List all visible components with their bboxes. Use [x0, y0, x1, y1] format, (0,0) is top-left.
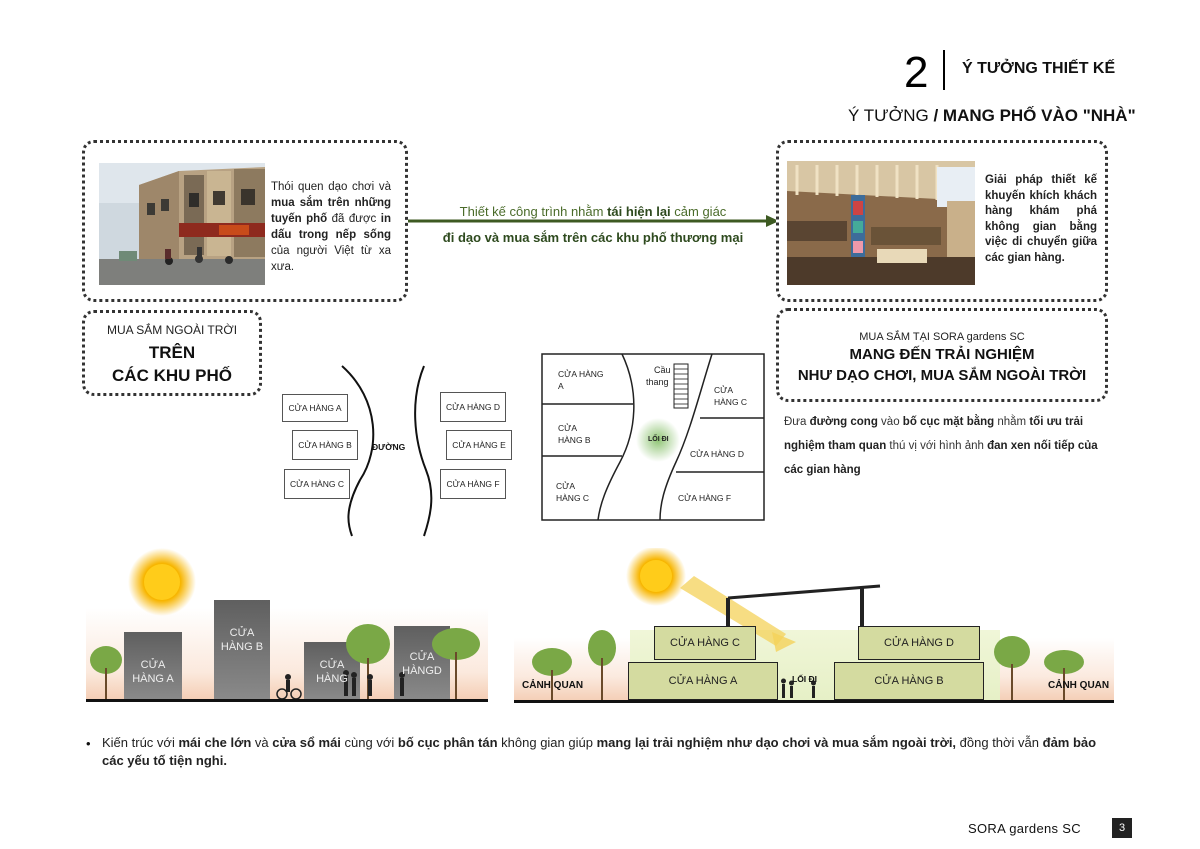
- street-shop-b: CỬA HÀNG B: [292, 430, 358, 460]
- label-small: MUA SẮM TẠI SORA gardens SC: [859, 331, 1025, 343]
- project-name: SORA gardens SC: [968, 821, 1081, 836]
- sora-text: Giải pháp thiết kế khuyến khích khách hàng khám phá không gian bằng việc di chuyển giữa các gian hàng.: [985, 174, 1097, 264]
- section-number: 2: [904, 48, 929, 97]
- section-shop-a: CỬA HÀNG A: [132, 659, 174, 685]
- page-number: 3: [1112, 818, 1132, 838]
- plan-shop-f: CỬA HÀNG F: [678, 493, 732, 503]
- mall-interior-photo: [787, 161, 975, 285]
- label-big-line2: NHƯ DẠO CHƠI, MUA SẮM NGOÀI TRỜI: [797, 367, 1087, 384]
- street-shop-d: CỬA HÀNG D: [440, 392, 506, 422]
- plan-stair: Cầu thang: [646, 365, 671, 387]
- arrow-line: [408, 214, 780, 228]
- street-shop-e: CỬA HÀNG E: [446, 430, 512, 460]
- street-shop-c: CỬA HÀNG C: [284, 469, 350, 499]
- arrow-text-line1: Thiết kế công trình nhằm tái hiện lại cảm giác: [459, 204, 727, 219]
- mall-shop-b: CỬA HÀNG B: [834, 662, 984, 700]
- arrow-text-line2: đi dạo và mua sắm trên các khu phố thương mại: [442, 230, 744, 245]
- label-big-line1: TRÊN: [148, 343, 196, 362]
- page-subtitle: [848, 106, 1136, 126]
- label-big-line1: MANG ĐẾN TRẢI NGHIỆM: [849, 346, 1035, 363]
- landscape-label-right: CẢNH QUAN: [1048, 680, 1110, 691]
- outdoor-shopping-label: [82, 310, 262, 396]
- mall-section-illustration: [514, 548, 1114, 712]
- plan-description: Đưa đường cong vào bố cục mặt bằng nhằm tối ưu trải nghiệm tham quan thú vị với hình ảnh đan xen nối tiếp của các gian hàng: [784, 416, 1098, 476]
- old-quarter-text: Thói quen dạo chơi và mua sắm trên những tuyến phố đã được in dấu trong nếp sống của người Việt từ xa xưa.: [271, 181, 391, 273]
- section-divider: [943, 50, 945, 90]
- sora-experience-label: [776, 308, 1108, 402]
- plan-shop-c-right: CỬA HÀNG C: [714, 385, 748, 407]
- plan-shop-a: CỬA HÀNG A: [558, 369, 604, 391]
- road-label: ĐƯỜNG: [372, 442, 406, 452]
- mall-shop-c: CỬA HÀNG C: [654, 626, 756, 660]
- plan-walkway: LỐI ĐI: [648, 436, 669, 443]
- plan-shop-b: CỬA HÀNG B: [558, 423, 591, 445]
- mall-walkway-label: LỐI ĐI: [792, 674, 818, 684]
- mall-shop-d: CỬA HÀNG D: [858, 626, 980, 660]
- subtitle-separator: /: [928, 106, 943, 125]
- label-small: MUA SẮM NGOÀI TRỜI: [106, 323, 238, 337]
- subtitle-prefix: Ý TƯỞNG: [848, 106, 929, 125]
- conclusion-text: Kiến trúc với mái che lớn và cửa sổ mái cùng với bố cục phân tán không gian giúp mang lại trải nghiệm như dạo chơi và mua sắm ngoài trời, đồng thời vẫn đảm bảo các yếu tố tiện nghi.: [102, 735, 1097, 768]
- subtitle-main: MANG PHỐ VÀO "NHÀ": [942, 106, 1136, 125]
- label-big-line2: CÁC KHU PHỐ: [112, 366, 232, 385]
- section-title: Ý TƯỞNG THIẾT KẾ: [962, 60, 1116, 77]
- mall-shop-a: CỬA HÀNG A: [628, 662, 778, 700]
- sora-box: [776, 140, 1108, 302]
- landscape-label-left: CẢNH QUAN: [522, 680, 584, 691]
- section-shop-d: CỬA HÀNGD: [402, 651, 442, 677]
- section-shop-c: CỬA HÀNG: [316, 659, 348, 685]
- street-shop-a: CỬA HÀNG A: [282, 394, 348, 422]
- plan-shop-d: CỬA HÀNG D: [690, 449, 745, 459]
- bullet-dot: •: [86, 736, 91, 751]
- old-quarter-box: [82, 140, 408, 302]
- plan-shop-c-left: CỬA HÀNG C: [556, 481, 590, 503]
- street-shop-f: CỬA HÀNG F: [440, 469, 506, 499]
- street-photo: [99, 163, 265, 285]
- section-shop-b: CỬA HÀNG B: [220, 627, 264, 653]
